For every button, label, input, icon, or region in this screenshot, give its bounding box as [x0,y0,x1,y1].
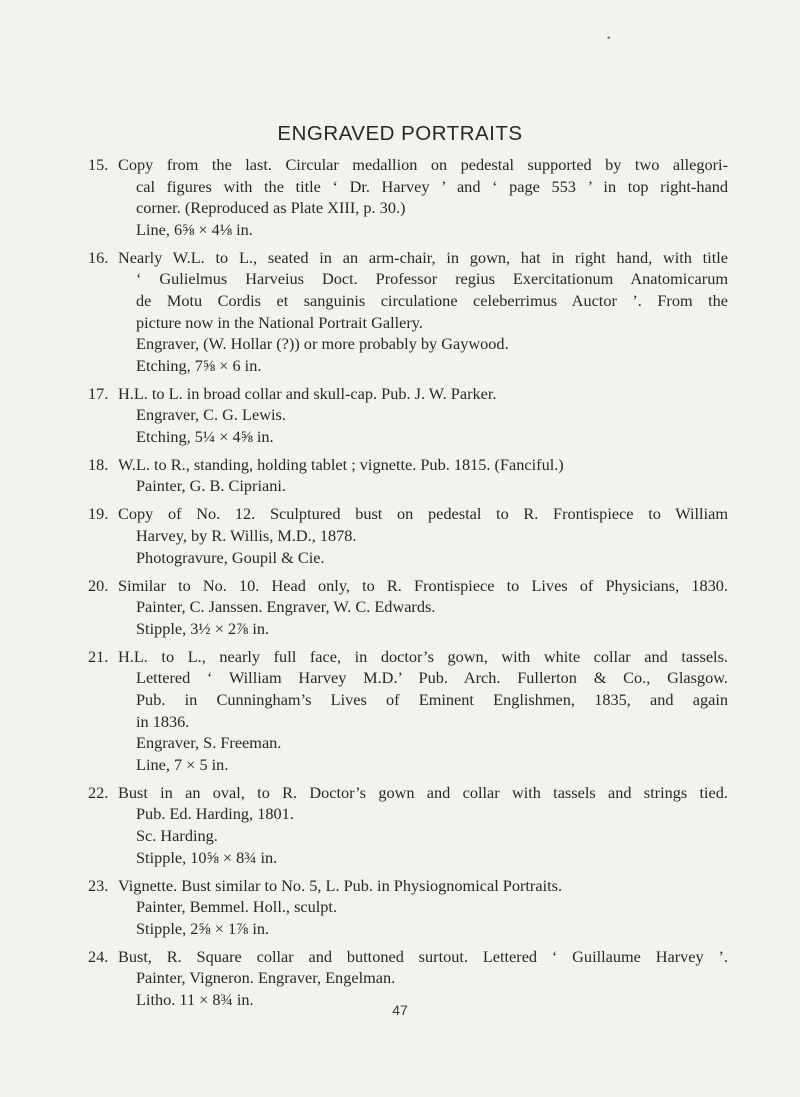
entry-item [88,875,728,940]
entry-line: Etching, 5¼ × 4⅝ in. [136,426,274,446]
stray-mark: • [606,34,612,44]
entry-line: Copy of No. 12. Sculptured bust on pedestal to R. Frontispiece to William [118,504,728,524]
entry-line: cal figures with the title ‘ Dr. Harvey ’ and ‘ page 553 ’ in top right-hand [136,176,728,196]
entry-number: 16. [88,247,109,267]
entry-line: Similar to No. 10. Head only, to R. Frontispiece to Lives of Physicians, 1830. [118,575,728,595]
entry-line: Painter, C. Janssen. Engraver, W. C. Edwards. [136,597,436,617]
entry-line: Engraver, C. G. Lewis. [136,405,286,425]
entry-line: in 1836. [136,711,190,731]
entry-line: Bust in an oval, to R. Doctor’s gown and collar with tassels and strings tied. [118,782,728,802]
entry-number: 22. [88,782,109,802]
entry-line: Engraver, (W. Hollar (?)) or more probably by Gaywood. [136,334,509,354]
entry-item [88,646,728,776]
entry-number: 21. [88,646,109,666]
entry-line: Bust, R. Square collar and buttoned surtout. Lettered ‘ Guillaume Harvey ’. [118,946,728,966]
entry-item [88,946,728,1011]
entry-line: Copy from the last. Circular medallion on pedestal supported by two allegori- [118,155,728,174]
entry-number: 23. [88,875,109,895]
entry-item [88,503,728,568]
entry-line: Photogravure, Goupil & Cie. [136,547,325,567]
entry-item [88,782,728,868]
entry-line: H.L. to L., nearly full face, in doctor’s gown, with white collar and tassels. [118,646,728,666]
entry-line: Painter, Bemmel. Holl., sculpt. [136,897,338,917]
entry-list [88,154,728,1017]
entry-line: Stipple, 2⅝ × 1⅞ in. [136,918,270,938]
entry-line: Vignette. Bust similar to No. 5, L. Pub. in Physiognomical Portraits. [118,875,563,895]
entry-line: Sc. Harding. [136,825,218,845]
entry-number: 18. [88,454,109,474]
entry-line: Engraver, S. Freeman. [136,733,282,753]
entry-number: 17. [88,383,109,403]
entry-line: Painter, Vigneron. Engraver, Engelman. [136,968,396,988]
entry-line: Stipple, 10⅝ × 8¾ in. [136,847,278,867]
entry-line: Litho. 11 × 8¾ in. [136,989,254,1009]
entry-line: Lettered ‘ William Harvey M.D.’ Pub. Arch. Fullerton & Co., Glasgow. [136,668,728,688]
entry-item [88,383,728,448]
entry-item [88,247,728,377]
entry-item [88,154,728,240]
entry-item [88,575,728,640]
entry-line: Pub. Ed. Harding, 1801. [136,804,294,824]
entry-number: 20. [88,575,109,595]
entry-line: corner. (Reproduced as Plate XIII, p. 30.) [136,198,406,218]
entry-line: H.L. to L. in broad collar and skull-cap. Pub. J. W. Parker. [118,383,497,403]
entry-line: Etching, 7⅝ × 6 in. [136,355,262,375]
entry-line: Stipple, 3½ × 2⅞ in. [136,618,270,638]
entry-number: 19. [88,504,109,524]
entry-line: Line, 7 × 5 in. [136,754,229,774]
entry-line: Painter, G. B. Cipriani. [136,476,286,496]
entry-line: picture now in the National Portrait Gallery. [136,312,423,332]
entry-line: Pub. in Cunningham’s Lives of Eminent Englishmen, 1835, and again [136,690,728,709]
page-number: 47 [392,1002,408,1018]
entry-item [88,454,728,497]
entry-line: W.L. to R., standing, holding tablet ; vignette. Pub. 1815. (Fanciful.) [118,454,564,474]
entry-number: 24. [88,946,109,966]
entry-line: Line, 6⅝ × 4⅛ in. [136,219,253,239]
entry-number: 15. [88,155,109,174]
entry-line: de Motu Cordis et sanguinis circulatione celeberrimus Auctor ’. From the [136,290,728,310]
entry-line: ‘ Gulielmus Harveius Doct. Professor regius Exercitationum Anatomicarum [136,269,728,289]
entry-line: Nearly W.L. to L., seated in an arm-chair, in gown, hat in right hand, with title [118,247,728,267]
page-header: ENGRAVED PORTRAITS [277,122,523,145]
entry-line: Harvey, by R. Willis, M.D., 1878. [136,526,357,546]
